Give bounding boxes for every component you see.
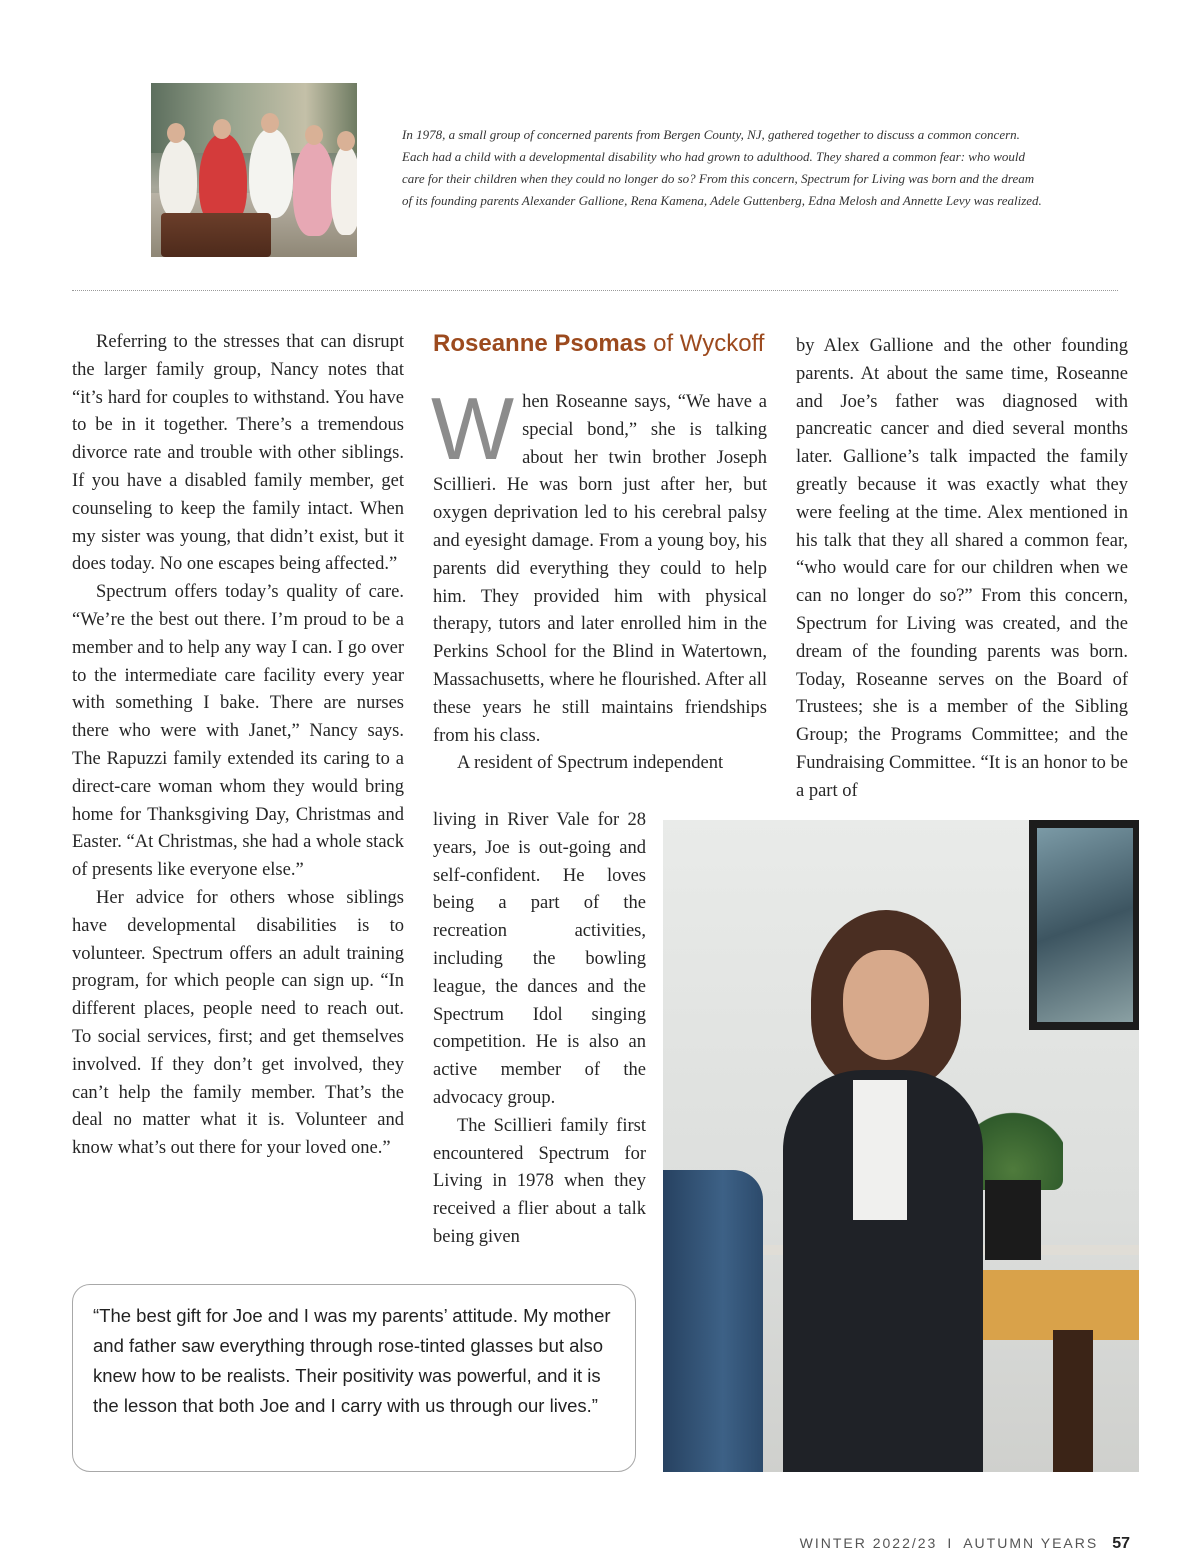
paragraph: by Alex Gallione and the other founding parents. At about the same time, Roseanne and Joe’s father was diagnosed with pancreatic cancer and died several months later. Gallione’s talk impacted the family greatly because it was exactly what they were feeling at the time. Alex mentioned in his talk that they all shared a common fear, “who would care for our children when we can no longer do so?” From this concern, Spectrum for Living was created, and the dream of the founding parents was born. Today, Roseanne serves on the Board of Trustees; she is a member of the Sibling Group; the Programs Committee; and the Fundraising Committee. “It is an honor to be a part of <box>796 336 1128 801</box>
article-column-2-narrow <box>433 807 646 1252</box>
footer-separator: I <box>947 1535 954 1551</box>
roseanne-portrait-photo <box>663 820 1139 1472</box>
headline-place: of Wyckoff <box>653 330 765 357</box>
paragraph: living in River Vale for 28 years, Joe is out-going and self-confident. He loves being a part of the recreation activities, including the bowling league, the dances and the Spectrum Idol singing competition. He is also an active member of the advocacy group. <box>433 810 646 1108</box>
drop-cap: W <box>431 379 515 478</box>
headline-name: Roseanne Psomas <box>433 330 647 357</box>
paragraph: A resident of Spectrum independent <box>457 753 724 774</box>
page-footer <box>800 1535 1130 1553</box>
article-column-2 <box>431 379 767 778</box>
paragraph: The Scillieri family first encountered Spectrum for Living in 1978 when they received a flier about a talk being given <box>433 1115 646 1247</box>
founding-parents-photo <box>151 83 357 257</box>
issue-label: WINTER 2022/23 <box>799 1535 938 1551</box>
section-headline <box>433 330 773 358</box>
paragraph: When Roseanne says, “We have a special bond,” she is talking about her twin brother Joseph Scillieri. He was born just after her, but oxygen deprivation led to his cerebral palsy and eyesight damage. From a young boy, his parents did everything they could to help him. They provided him with physical therapy, tutors and later enrolled him in the Perkins School for the Blind in Watertown, Massachusetts, where he flourished. After all these years he still maintains friendships from his class. <box>431 379 767 746</box>
paragraph: Her advice for others whose siblings have developmental disabilities is to volunteer. Spectrum offers an adult training program, for which people can sign up. “In different places, people need to reach out. To social services, first; and get themselves involved. If they don’t get involved, they can’t help the family member. That’s the deal no matter what it is. Volunteer and know what’s out there for your loved one.” <box>72 887 404 1159</box>
paragraph: Spectrum offers today’s quality of care. “We’re the best out there. I’m proud to be a member and to help any way I can. I go over to the intermediate care facility every year with something I bake. There are nurses there who were with Janet,” Nancy says. The Rapuzzi family extended its caring to a direct-care woman whom they would bring home for Thanksgiving Day, Christmas and Easter. “At Christmas, she had a whole stack of presents like everyone else.” <box>72 582 404 881</box>
section-divider <box>72 290 1118 291</box>
photo-caption: In 1978, a small group of concerned parents from Bergen County, NJ, gathered together to discuss a common concern. Each had a child with a developmental disability who had grown to adulthood. They shared a common fear: who would care for their children when they could no longer do so? From this concern, Spectrum for Living was born and the dream of its founding parents Alexander Gallione, Rena Kamena, Adele Guttenberg, Edna Melosh and Annette Levy was realized. <box>402 127 1042 208</box>
magazine-name: AUTUMN YEARS <box>963 1535 1099 1551</box>
article-column-3 <box>796 333 1128 806</box>
page-number: 57 <box>1112 1535 1130 1552</box>
pull-quote: “The best gift for Joe and I was my parents’ attitude. My mother and father saw everything through rose-tinted glasses but also knew how to be realists. Their positivity was powerful, and it is the lesson that both Joe and I carry with us through our lives.” <box>72 1284 636 1472</box>
paragraph: Referring to the stresses that can disrupt the larger family group, Nancy notes that “it’s hard for couples to withstand. You have to be in it together. There’s a tremendous divorce rate and trouble with other siblings. If you have a disabled family member, get counseling to keep the family intact. When my sister was young, that didn’t exist, but it does today. No one escapes being affected.” <box>72 332 404 575</box>
article-column-1 <box>72 329 404 1163</box>
